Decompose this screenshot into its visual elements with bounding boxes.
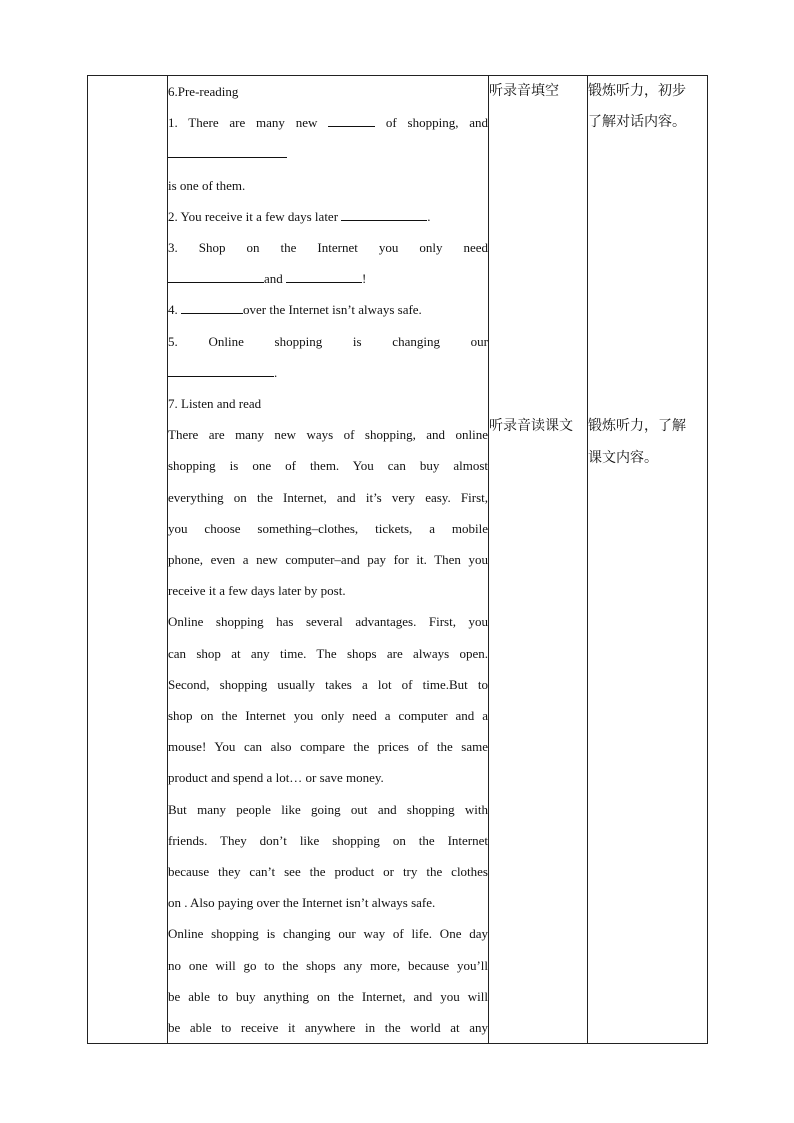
passage-line: mouse! You can also compare the prices of the same xyxy=(168,739,488,755)
passage-line: can shop at any time. The shops are always open. xyxy=(168,645,488,661)
passage-line: Second, shopping usually takes a lot of time.But to xyxy=(168,676,488,692)
answer-blank xyxy=(328,113,375,127)
pre-reading-q2: 2. You receive it a few days later . xyxy=(168,208,431,224)
pre-reading-q1-end: is one of them. xyxy=(168,177,246,193)
passage-line: There are many new ways of shopping, and online xyxy=(168,427,488,443)
passage-line: receive it a few days later by post. xyxy=(168,583,346,599)
passage-line: Online shopping is changing our way of life. One day xyxy=(168,926,488,942)
pre-reading-q1-blank-line xyxy=(168,138,488,169)
activity-read-text: 听录音读课文 xyxy=(489,418,573,435)
pre-reading-q3: 3. Shop on the Internet you only need xyxy=(168,240,488,256)
answer-blank xyxy=(181,300,243,314)
passage-line: be able to buy anything on the Internet, and you will xyxy=(168,988,488,1004)
pre-reading-q5: 5. Online shopping is changing our xyxy=(168,333,488,349)
passage-line: shopping is one of them. You can buy almost xyxy=(168,458,488,474)
pre-reading-q4: 4. over the Internet isn’t always safe. xyxy=(168,302,422,318)
answer-blank xyxy=(341,207,427,221)
purpose-2-line-2: 课文内容。 xyxy=(588,449,658,466)
table-row xyxy=(88,76,708,1044)
passage-line: product and spend a lot… or save money. xyxy=(168,770,384,786)
passage-line: everything on the Internet, and it’s very easy. First, xyxy=(168,489,488,505)
passage-line: friends. They don’t like shopping on the Internet xyxy=(168,832,488,848)
activity-fill-blanks: 听录音填空 xyxy=(489,83,559,99)
answer-blank xyxy=(168,269,264,283)
pre-reading-q3-blanks: and ! xyxy=(168,263,488,294)
passage-line: no one will go to the shops any more, because you’ll xyxy=(168,957,488,973)
purpose-1-line-2: 了解对话内容。 xyxy=(588,114,686,131)
lesson-table xyxy=(87,75,708,1044)
student-activity-cell xyxy=(489,76,588,1044)
passage-line: But many people like going out and shopping with xyxy=(168,801,488,817)
passage-line: you choose something–clothes, tickets, a mobile xyxy=(168,520,488,536)
answer-blank xyxy=(168,363,274,377)
passage-line: because they can’t see the product or try the clothes xyxy=(168,864,488,880)
purpose-2-line-1: 锻炼听力，了解 xyxy=(588,418,686,435)
pre-reading-heading: 6.Pre-reading xyxy=(168,84,239,99)
passage-line: on . Also paying over the Internet isn’t always safe. xyxy=(168,895,436,911)
listen-read-heading: 7. Listen and read xyxy=(168,396,262,412)
passage-line: shop on the Internet you only need a computer and a xyxy=(168,708,488,724)
design-purpose-cell xyxy=(588,76,708,1044)
passage-line: phone, even a new computer–and pay for it. Then you xyxy=(168,552,488,568)
pre-reading-q1: 1. There are many new of shopping, and xyxy=(168,115,488,131)
answer-blank xyxy=(286,269,362,283)
passage-line: Online shopping has several advantages. First, you xyxy=(168,614,488,630)
answer-blank xyxy=(168,144,287,158)
blank-stage-cell xyxy=(88,76,168,1044)
purpose-1-line-1: 锻炼听力，初步 xyxy=(588,83,686,99)
teaching-content-cell xyxy=(168,76,489,1044)
pre-reading-q5-blank: . xyxy=(168,357,488,388)
passage-line: be able to receive it anywhere in the world at any xyxy=(168,1020,488,1036)
